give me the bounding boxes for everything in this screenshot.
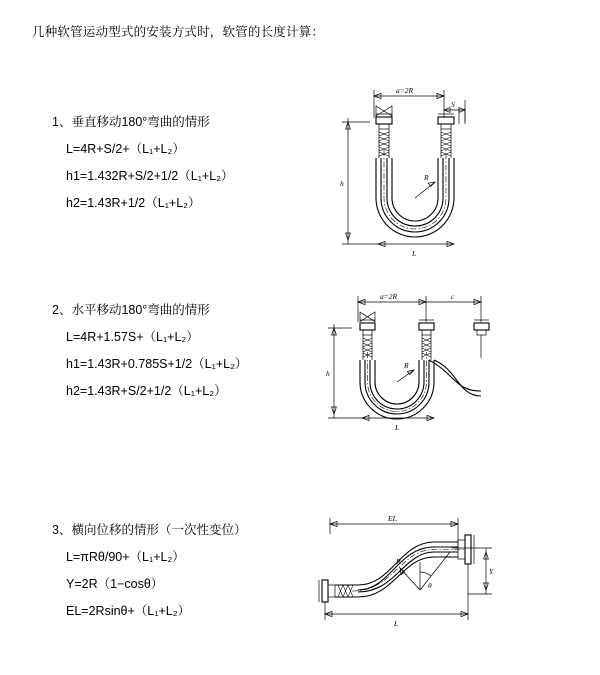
case-1-label-bottom-dim: L: [412, 249, 417, 258]
case-1-label-right-dim: S: [451, 100, 455, 109]
case-1-text: [52, 112, 312, 220]
case-2-formula-1: L=4R+1.57S+（L₁+L₂）: [66, 330, 199, 344]
case-3-label-right-dim: Y: [489, 567, 494, 576]
case-1-formula-3: h2=1.43R+1/2（L₁+L₂）: [66, 196, 201, 210]
case-1-formula-1: L=4R+S/2+（L₁+L₂）: [66, 142, 185, 156]
case-2-label-radius: R: [404, 361, 409, 370]
case-3-formula-2: Y=2R（1−cosθ）: [66, 577, 164, 591]
case-1-title: 1、垂直移动180°弯曲的情形: [52, 115, 210, 129]
case-1-formula-2: h1=1.432R+S/2+1/2（L₁+L₂）: [66, 169, 234, 183]
case-3-label-bottom-dim: L: [394, 619, 399, 628]
case-3-formula-3: EL=2Rsinθ+（L₁+L₂）: [66, 604, 191, 618]
page-title: 几种软管运动型式的安装方式时，软管的长度计算：: [32, 25, 325, 39]
case-3-text: [52, 520, 312, 628]
case-2-label-bottom-dim: L: [395, 423, 400, 432]
case-2-label-top-dim-right: c: [451, 292, 455, 301]
case-2-text: [52, 300, 312, 408]
case-3-formula-1: L=πRθ/90+（L₁+L₂）: [66, 550, 185, 564]
case-1-label-radius: R: [424, 173, 429, 182]
case-1-label-top-dim: a=2R: [396, 86, 414, 95]
case-2-label-top-dim-left: a=2R: [380, 292, 398, 301]
case-1-figure: [318, 70, 533, 275]
case-3-label-top-dim: EL: [388, 514, 397, 523]
case-3-title: 3、横向位移的情形（一次性变位）: [52, 523, 247, 537]
case-2-label-vertical-dim: h: [326, 369, 330, 378]
case-2-title: 2、水平移动180°弯曲的情形: [52, 303, 210, 317]
case-3-label-radius: R: [396, 557, 401, 566]
case-1-label-vertical-dim: h: [340, 179, 344, 188]
case-2-formula-3: h2=1.43R+S/2+1/2（L₁+L₂）: [66, 384, 227, 398]
case-3-figure: [300, 502, 530, 642]
case-2-formula-2: h1=1.43R+0.785S+1/2（L₁+L₂）: [66, 357, 248, 371]
case-3-label-angle: θ: [428, 581, 432, 590]
case-2-figure: [318, 278, 533, 453]
